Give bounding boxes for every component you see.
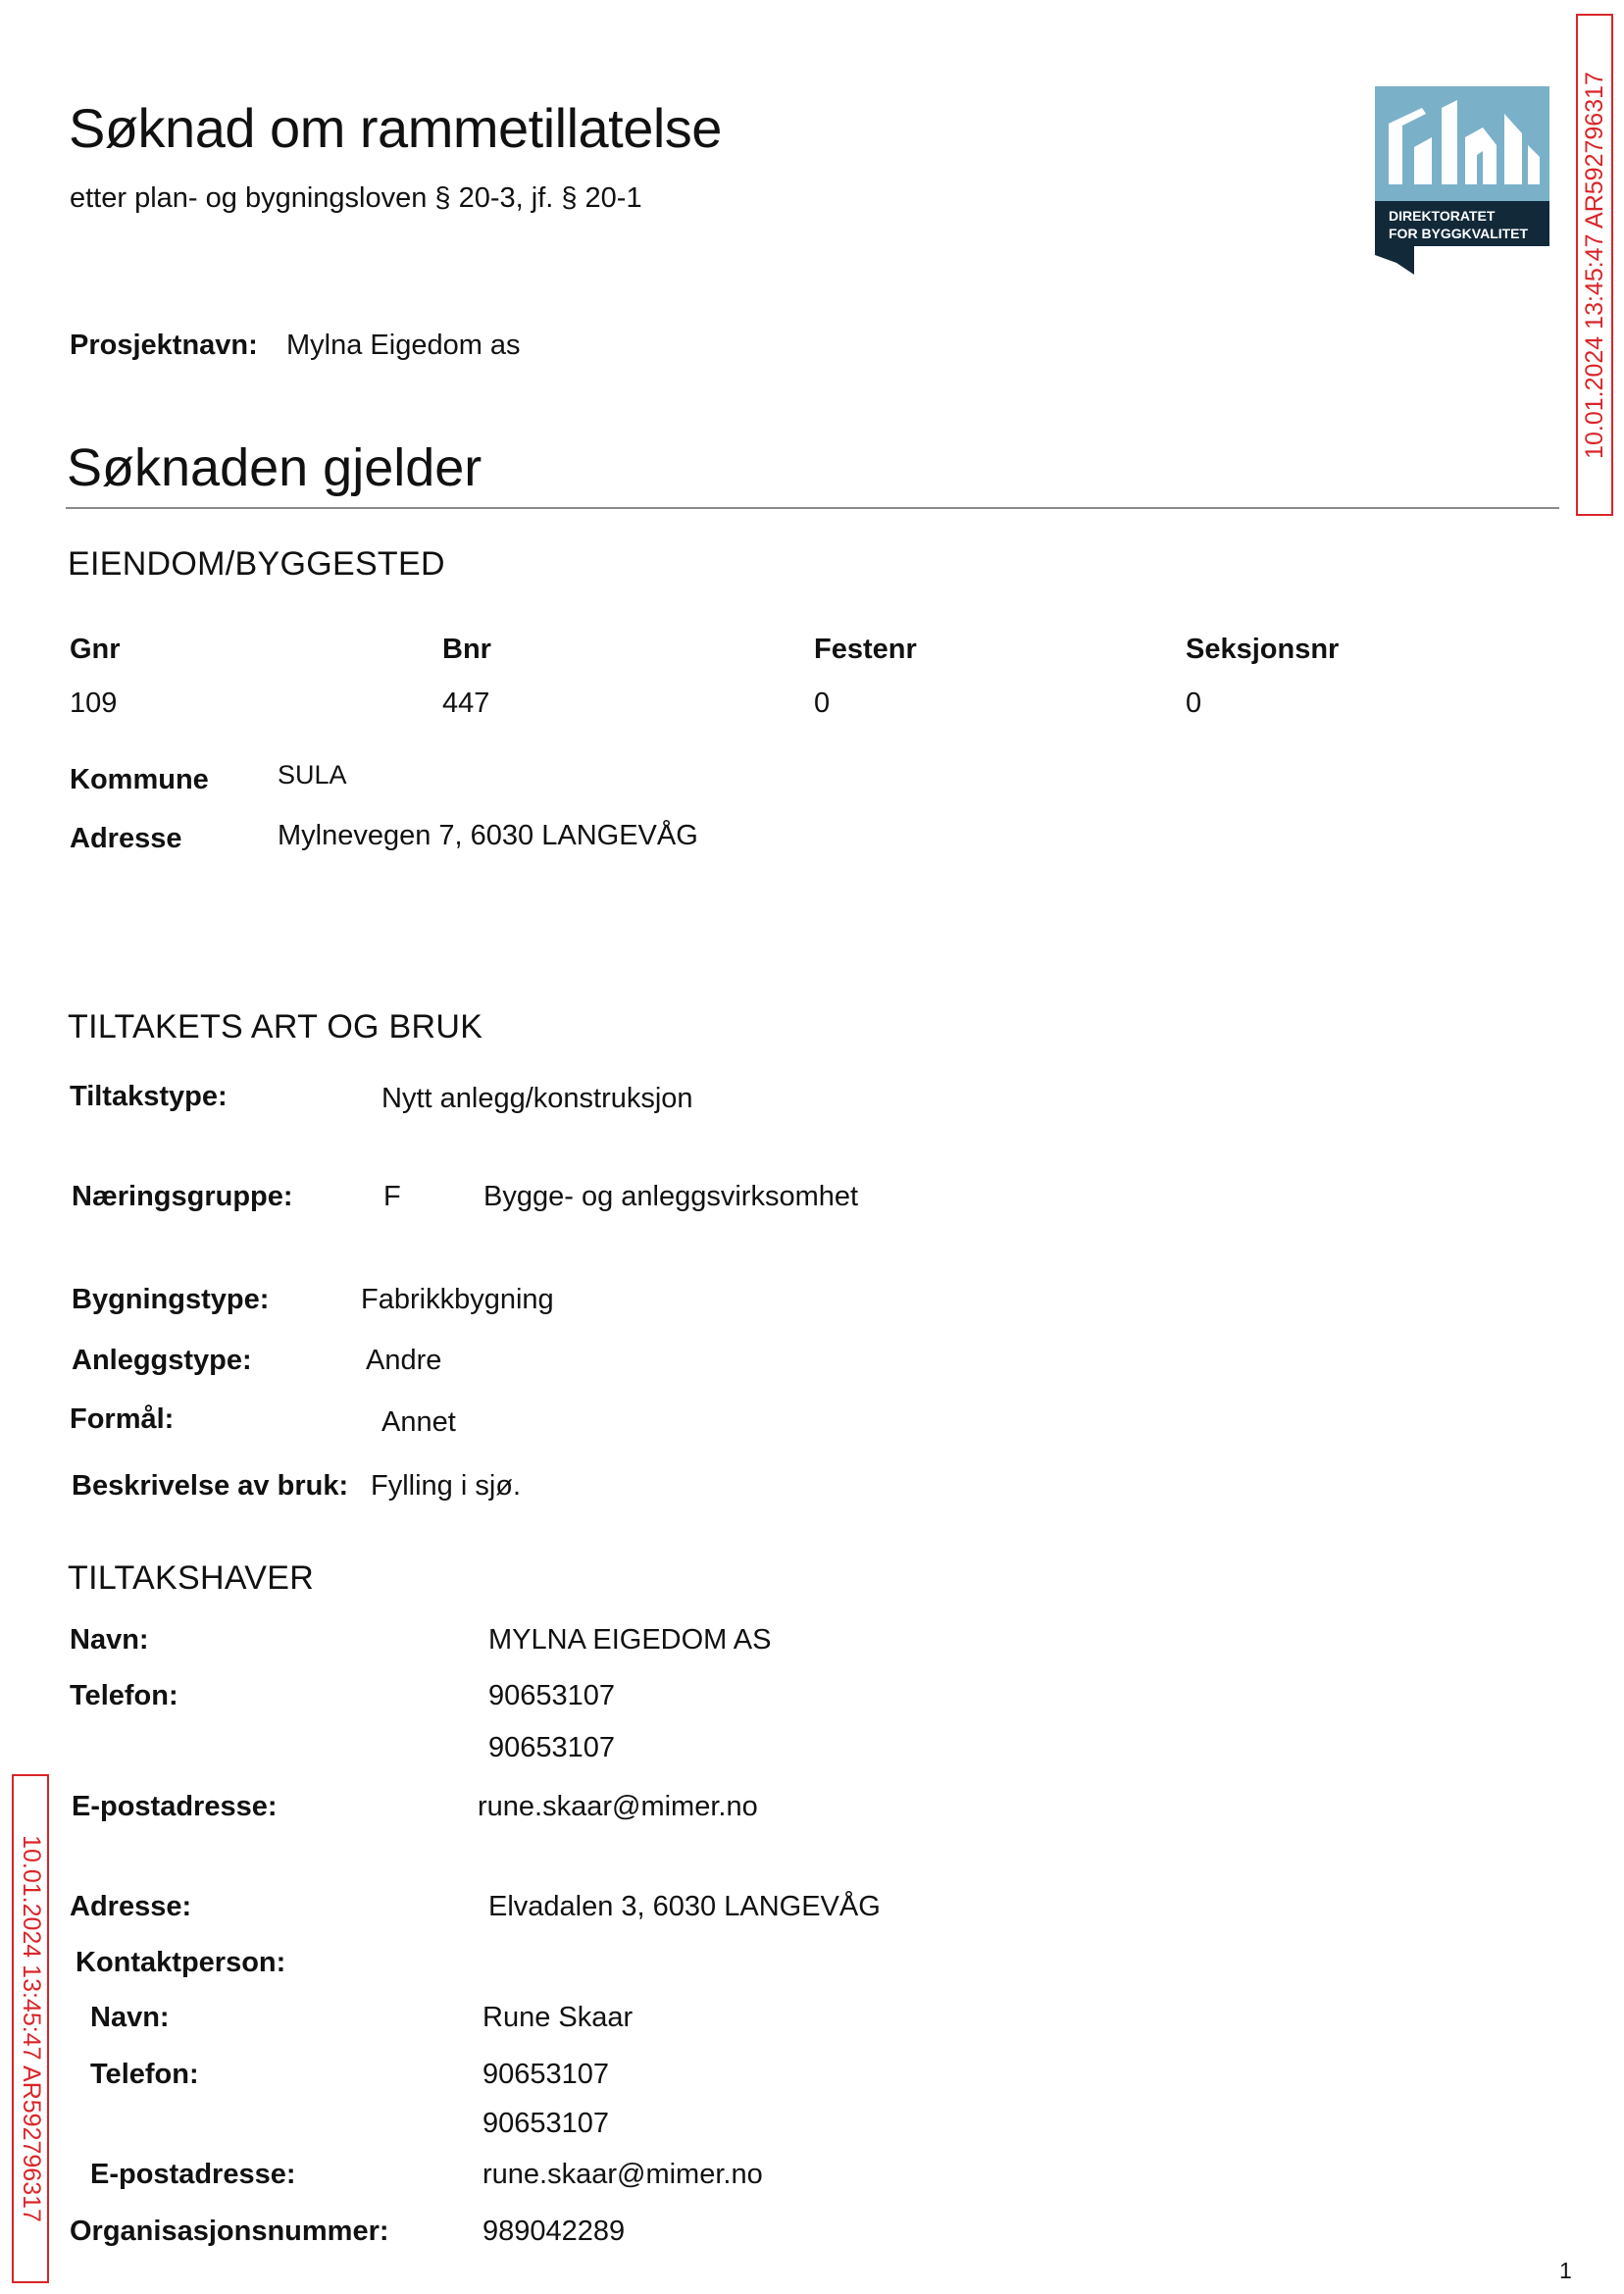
festenr-label: Festenr (814, 634, 917, 665)
orgnr-label: Organisasjonsnummer: (70, 2216, 389, 2247)
tiltakshaver-adresse-label: Adresse: (70, 1891, 192, 1922)
timestamp-stamp-text: 10.01.2024 13:45:47 AR592796317 (1580, 71, 1608, 459)
project-name-label: Prosjektnavn: (70, 330, 258, 361)
kontakt-navn-label: Navn: (90, 2002, 170, 2033)
bygningstype-label: Bygningstype: (72, 1284, 270, 1315)
kontakt-navn-value: Rune Skaar (482, 2002, 634, 2033)
dibk-logo (1375, 86, 1549, 275)
seksjonsnr-label: Seksjonsnr (1186, 634, 1340, 665)
naeringsgruppe-value: Bygge- og anleggsvirksomhet (483, 1181, 859, 1212)
tiltak-heading: TILTAKETS ART OG BRUK (68, 1008, 483, 1045)
gnr-value: 109 (70, 688, 118, 719)
tiltakshaver-navn-label: Navn: (70, 1624, 149, 1656)
formal-label: Formål: (70, 1403, 175, 1435)
dibk-logo-mark (1375, 86, 1549, 275)
tiltakshaver-heading: TILTAKSHAVER (68, 1559, 315, 1597)
tiltakshaver-telefon-value-1: 90653107 (488, 1680, 616, 1711)
naeringsgruppe-label: Næringsgruppe: (72, 1181, 293, 1212)
tiltakstype-label: Tiltakstype: (70, 1081, 228, 1112)
anleggstype-label: Anleggstype: (72, 1345, 252, 1376)
bnr-value: 447 (442, 688, 490, 719)
kommune-value: SULA (278, 760, 347, 790)
gnr-label: Gnr (70, 634, 121, 665)
document-title: Søknad om rammetillatelse (69, 97, 722, 159)
bygningstype-value: Fabrikkbygning (361, 1284, 554, 1315)
kontakt-epost-label: E-postadresse: (90, 2159, 296, 2190)
tiltakstype-value: Nytt anlegg/konstruksjon (381, 1083, 693, 1114)
tiltakshaver-navn-value: MYLNA EIGEDOM AS (488, 1624, 772, 1656)
eiendom-adresse-value: Mylnevegen 7, 6030 LANGEVÅG (278, 820, 698, 851)
kontakt-telefon-value-1: 90653107 (482, 2059, 610, 2090)
festenr-value: 0 (814, 688, 831, 719)
eiendom-adresse-label: Adresse (70, 823, 182, 854)
tiltakshaver-epost-value: rune.skaar@mimer.no (478, 1791, 758, 1822)
beskrivelse-label: Beskrivelse av bruk: (72, 1470, 349, 1502)
document-subtitle: etter plan- og bygningsloven § 20-3, jf. § 20-1 (70, 182, 642, 214)
beskrivelse-value: Fylling i sjø. (371, 1470, 522, 1502)
orgnr-value: 989042289 (482, 2216, 626, 2247)
kommune-label: Kommune (70, 764, 209, 795)
project-name-value: Mylna Eigedom as (286, 330, 521, 361)
tiltakshaver-adresse-value: Elvadalen 3, 6030 LANGEVÅG (488, 1891, 881, 1922)
section-divider (66, 507, 1559, 509)
logo-text-line2: FOR BYGGKVALITET (1389, 226, 1529, 241)
tiltakshaver-telefon-label: Telefon: (70, 1680, 178, 1711)
page-number: 1 (1559, 2258, 1572, 2283)
bnr-label: Bnr (442, 634, 491, 665)
kontaktperson-label: Kontaktperson: (76, 1947, 286, 1978)
tiltakshaver-telefon-value-2: 90653107 (488, 1732, 616, 1763)
kontakt-telefon-value-2: 90653107 (482, 2108, 610, 2139)
kontakt-epost-value: rune.skaar@mimer.no (482, 2159, 763, 2190)
kontakt-telefon-label: Telefon: (90, 2059, 199, 2090)
naeringsgruppe-code: F (383, 1181, 401, 1212)
anleggstype-value: Andre (366, 1345, 442, 1376)
timestamp-stamp-bottom-left (12, 1774, 49, 2283)
timestamp-stamp-top-right (1576, 14, 1613, 516)
logo-text-line1: DIREKTORATET (1389, 208, 1496, 224)
seksjonsnr-value: 0 (1186, 688, 1202, 719)
eiendom-heading: EIENDOM/BYGGESTED (68, 545, 445, 583)
formal-value: Annet (381, 1406, 456, 1438)
section-title: Søknaden gjelder (67, 438, 482, 497)
tiltakshaver-epost-label: E-postadresse: (72, 1791, 278, 1822)
timestamp-stamp-text: 10.01.2024 13:45:47 AR592796317 (17, 1835, 45, 2222)
